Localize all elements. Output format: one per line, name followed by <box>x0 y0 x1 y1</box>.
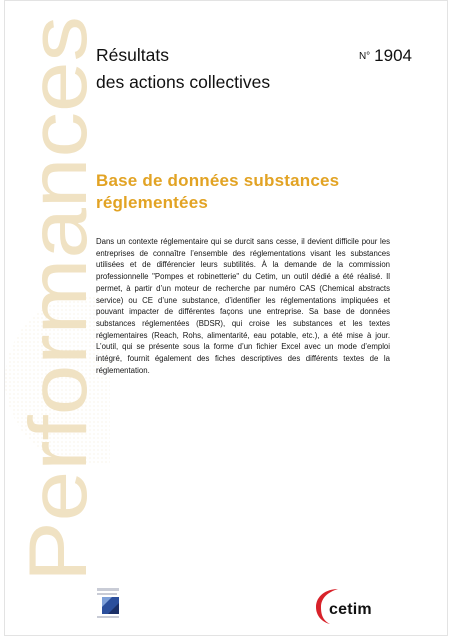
series-title <box>96 42 270 96</box>
issue-value: 1904 <box>374 46 412 65</box>
cetim-wordmark: cetim <box>329 601 372 618</box>
series-title-line-2: des actions collectives <box>96 72 271 92</box>
partner-logo <box>96 587 120 619</box>
body-paragraph: Dans un contexte réglementaire qui se durcit sans cesse, il devient difficile pour les entreprises de connaître l’ensemble des réglementations visant les substances utilisées et de différencier leurs subtilités. À la demande de la commission professionnelle "Pompes et robinetterie" du Cetim, un outil dédié a été réalisé. Il permet, à partir d’un moteur de recherche par numéro CAS (Chemical abstracts service) ou CE d’une substance, d’identifier les réglementations impliquées et pouvant impacter de différentes façons une entreprise. Sa base de données substances réglementées (BDSR), qui croise les substances et les textes réglementaires (Reach, Rohs, alimentarité, eau potable, etc.), a été mise à jour. L’outil, qui se présente sous la forme d’un fichier Excel avec un mode d’emploi intégré, fournit également des fiches descriptives des différents textes de la réglementation. <box>96 237 390 375</box>
series-title-line-1: Résultats <box>96 45 169 65</box>
issue-number <box>359 46 412 66</box>
issue-symbol: N° <box>358 51 371 62</box>
document-title-line-1: Base de données substances <box>96 171 340 190</box>
cetim-logo <box>312 586 386 626</box>
sidebar-vertical-word <box>0 0 110 638</box>
document-title <box>96 170 396 214</box>
document-title-line-2: réglementées <box>96 193 209 212</box>
sidebar-word-text: Performances <box>13 71 104 582</box>
